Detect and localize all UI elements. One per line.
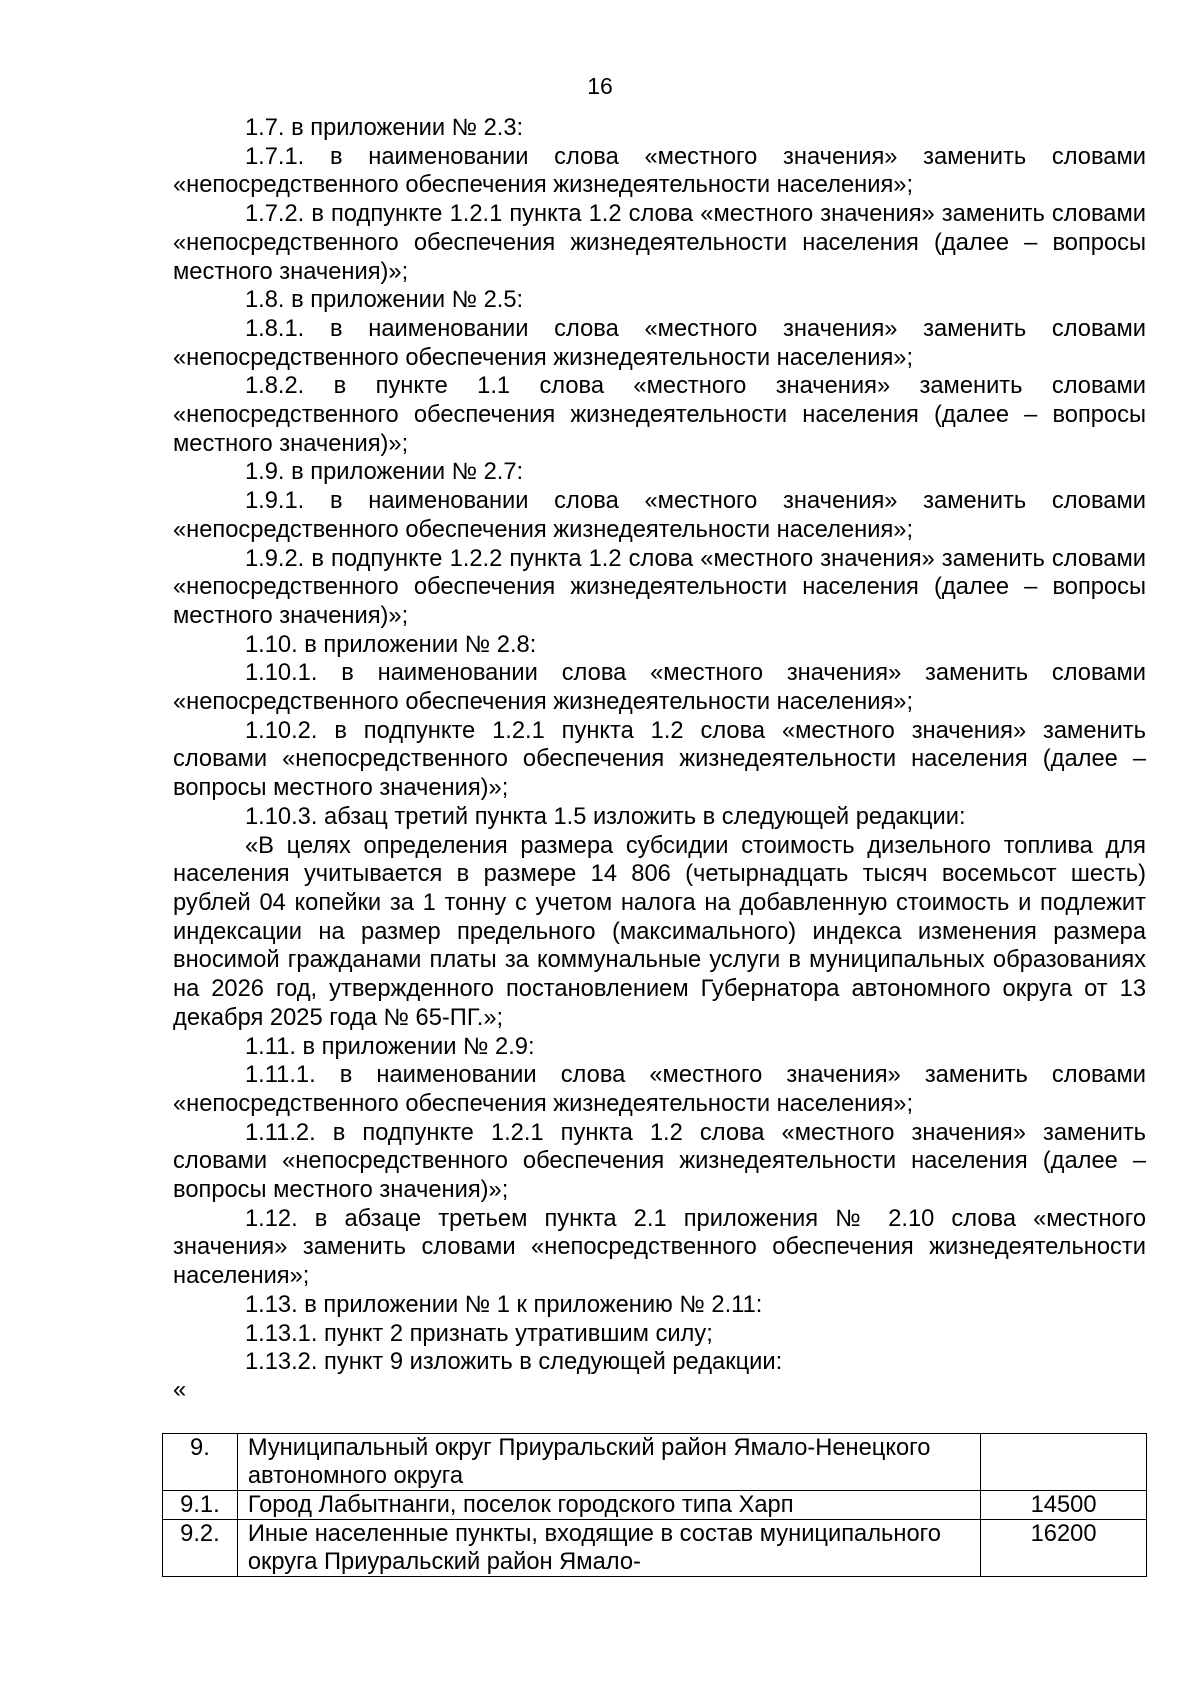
paragraph: 1.10.1. в наименовании слова «местного значения» заменить словами «непосредственного обеспечения жизнедеятельности населения»; <box>173 660 1146 716</box>
table-row <box>163 1434 1147 1491</box>
paragraph: 1.7.2. в подпункте 1.2.1 пункта 1.2 слова «местного значения» заменить словами «непосредственного обеспечения жизнедеятельности населения (далее – вопросы местного значения)»; <box>173 201 1146 285</box>
paragraph: 1.9.1. в наименовании слова «местного значения» заменить словами «непосредственного обеспечения жизнедеятельности населения»; <box>173 488 1146 543</box>
settlement-name-cell: Иные населенные пункты, входящие в состав муниципального округа Приуральский район Ямало- <box>237 1520 980 1577</box>
paragraph: 1.11. в приложении № 2.9: <box>245 1033 535 1060</box>
paragraph: 1.9.2. в подпункте 1.2.2 пункта 1.2 слова «местного значения» заменить словами «непосредственного обеспечения жизнедеятельности населения (далее – вопросы местного значения)»; <box>173 545 1146 629</box>
paragraph: 1.13. в приложении № 1 к приложению № 2.11: <box>245 1291 763 1318</box>
table-row <box>163 1520 1147 1577</box>
value-cell <box>981 1434 1147 1491</box>
paragraph: 1.11.2. в подпункте 1.2.1 пункта 1.2 слова «местного значения» заменить словами «непосредственного обеспечения жизнедеятельности населения (далее – вопросы местного значения)»; <box>173 1119 1146 1204</box>
paragraph: 1.8.2. в пункте 1.1 слова «местного значения» заменить словами «непосредственного обеспечения жизнедеятельности населения (далее – вопросы местного значения)»; <box>173 373 1146 457</box>
page-number: 16 <box>587 73 613 99</box>
row-number-cell: 9.2. <box>163 1520 238 1577</box>
value-cell: 16200 <box>981 1520 1147 1577</box>
paragraph: 1.8.1. в наименовании слова «местного значения» заменить словами «непосредственного обеспечения жизнедеятельности населения»; <box>173 315 1146 371</box>
settlements-table <box>162 1433 1147 1577</box>
quoted-paragraph: «В целях определения размера субсидии стоимость дизельного топлива для населения учитывается в размере 14 806 (четырнадцать тысяч восемьсот шесть) рублей 04 копейки за 1 тонну с учетом налога на добавленную стоимость и подлежит индексации на размер предельного (максимального) индекса изменения размера вносимой гражданами платы за коммунальные услуги в муниципальных образованиях на 2026 год, утвержденного постановлением Губернатора автономного округа от 13 декабря 2025 года № 65-ПГ.»; <box>173 832 1146 1031</box>
paragraph: 1.11.1. в наименовании слова «местного значения» заменить словами «непосредственного обеспечения жизнедеятельности населения»; <box>173 1062 1146 1117</box>
value-cell: 14500 <box>981 1491 1147 1520</box>
row-number-cell: 9.1. <box>163 1491 238 1520</box>
settlement-name-cell: Муниципальный округ Приуральский район Ямало-Ненецкого автономного округа <box>237 1434 980 1491</box>
paragraph: 1.10.2. в подпункте 1.2.1 пункта 1.2 слова «местного значения» заменить словами «непосредственного обеспечения жизнедеятельности населения (далее – вопросы местного значения)»; <box>173 717 1146 802</box>
paragraph: 1.7.1. в наименовании слова «местного значения» заменить словами «непосредственного обеспечения жизнедеятельности населения»; <box>173 143 1146 199</box>
paragraph: 1.13.2. пункт 9 изложить в следующей редакции: <box>245 1349 783 1376</box>
table-row <box>163 1491 1147 1520</box>
paragraph: 1.10. в приложении № 2.8: <box>245 631 537 658</box>
settlement-name-cell: Город Лабытнанги, поселок городского типа Харп <box>237 1491 980 1520</box>
paragraph: 1.12. в абзаце третьем пункта 2.1 приложения № 2.10 слова «местного значения» заменить словами «непосредственного обеспечения жизнедеятельности населения»; <box>173 1205 1146 1290</box>
opening-quote-mark: « <box>173 1376 187 1403</box>
document-body <box>173 114 1146 1403</box>
row-number-cell: 9. <box>163 1434 238 1491</box>
paragraph: 1.9. в приложении № 2.7: <box>245 459 524 486</box>
paragraph: 1.10.3. абзац третий пункта 1.5 изложить в следующей редакции: <box>245 803 966 830</box>
paragraph: 1.8. в приложении № 2.5: <box>245 287 524 314</box>
paragraph: 1.7. в приложении № 2.3: <box>245 115 524 141</box>
paragraph: 1.13.1. пункт 2 признать утратившим силу; <box>245 1320 713 1347</box>
